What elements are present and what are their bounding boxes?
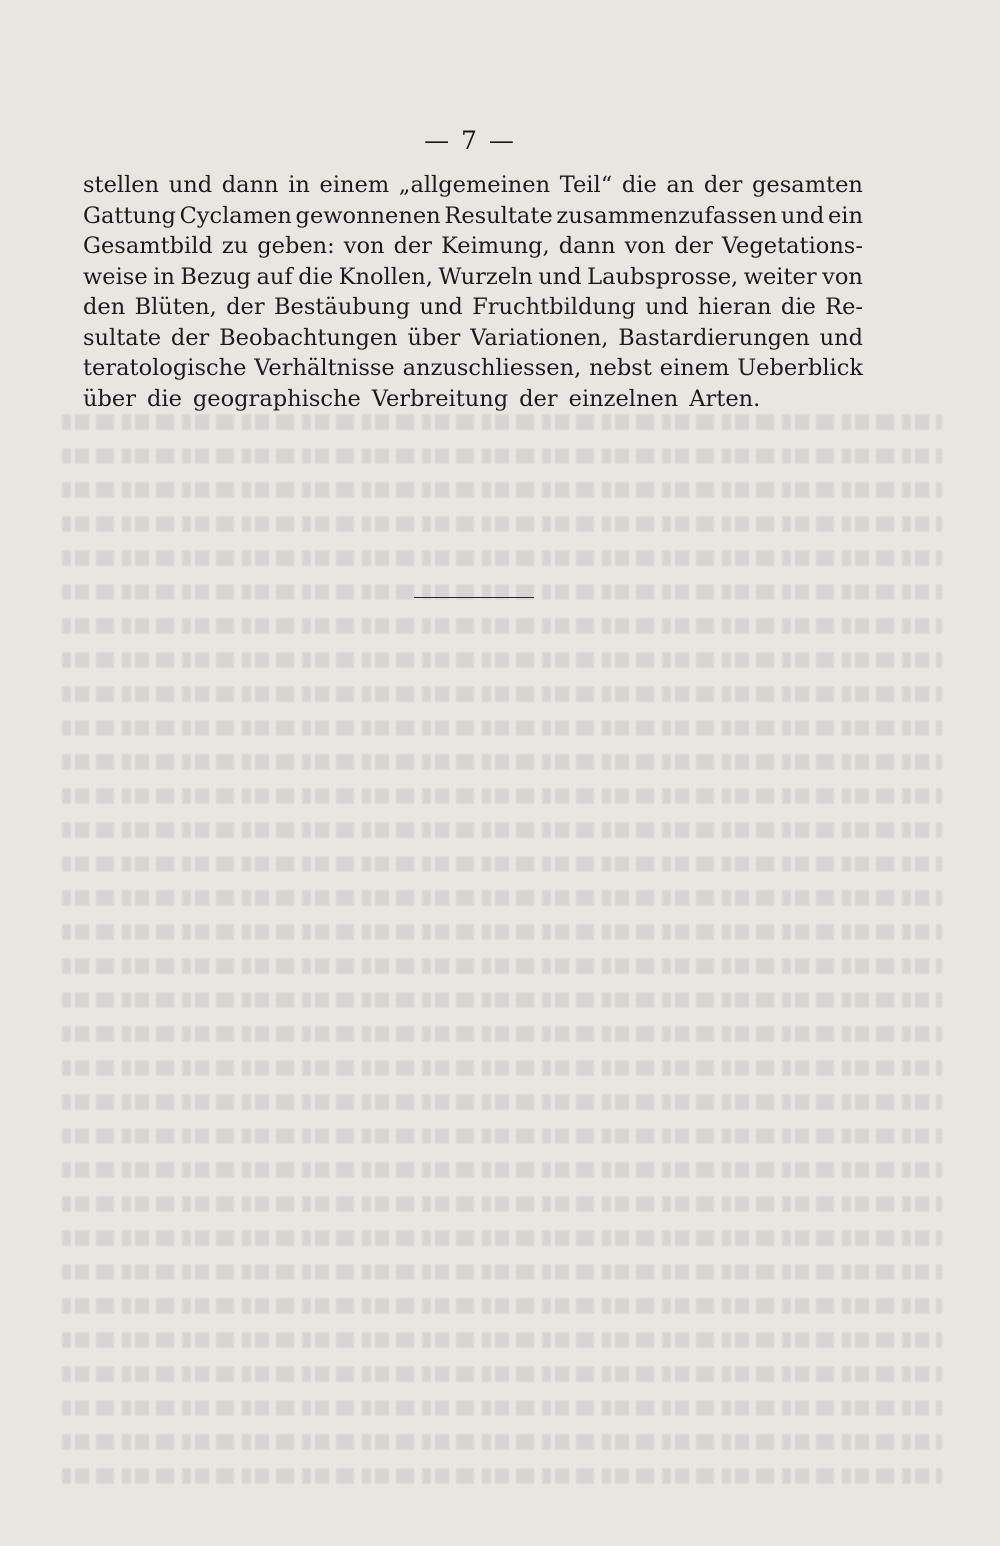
word: Cyclamen (179, 202, 292, 229)
word: an (666, 172, 695, 198)
word: geben: (257, 233, 335, 259)
word: auf (256, 263, 293, 290)
word: gesamten (752, 172, 863, 198)
word: die (146, 385, 182, 412)
word: der (674, 233, 713, 259)
word: zu (221, 233, 249, 259)
word: und (819, 324, 863, 351)
word: und (419, 294, 463, 320)
word: Laubsprosse, (587, 263, 739, 290)
word: nebst (589, 355, 652, 381)
word: in (153, 263, 175, 290)
word: weise (83, 263, 148, 290)
word: dann (558, 233, 616, 259)
word: weiter (743, 263, 817, 290)
word: über (83, 385, 136, 412)
word: Vegetations- (721, 233, 863, 259)
text-line (83, 292, 863, 323)
word: hieran (697, 294, 772, 320)
word: Verhältnisse (254, 355, 395, 381)
word: in (288, 172, 310, 198)
word: Bestäubung (273, 294, 411, 320)
page-number: — 7 — (424, 126, 516, 155)
word: Ueberblick (737, 355, 863, 381)
word: Gattung (83, 202, 176, 229)
word: Resultate (444, 202, 553, 229)
word: anzuschliessen, (402, 355, 582, 381)
bleed-through-texture (62, 405, 942, 1505)
word: geographische (192, 385, 361, 412)
word: stellen (83, 172, 160, 198)
word: Keimung, (441, 233, 550, 259)
body-paragraph (83, 170, 863, 414)
word: gewonnenen (295, 202, 441, 229)
word: Gesamtbild (83, 233, 213, 259)
word: der (170, 324, 210, 351)
word: Arten. (689, 385, 761, 412)
word: die (298, 263, 334, 290)
word: „allgemeinen (398, 172, 551, 198)
section-divider-rule (414, 597, 534, 598)
word: von (343, 233, 385, 259)
word: und (780, 202, 825, 229)
word: und (645, 294, 689, 320)
word: Teil“ (559, 172, 613, 198)
word: Blüten, (134, 294, 217, 320)
word: Bezug (180, 263, 251, 290)
word: einzelnen (568, 385, 679, 412)
text-line (83, 231, 863, 262)
word: den (83, 294, 126, 320)
text-line (83, 201, 863, 232)
word: und (168, 172, 213, 198)
word: Knollen, (338, 263, 433, 290)
word: zusammenzufassen (556, 202, 778, 229)
text-line (83, 323, 863, 354)
word: Bastardierungen (618, 324, 810, 351)
word: die (780, 294, 816, 320)
word: von (624, 233, 666, 259)
word: teratologische (83, 355, 247, 381)
word: über (407, 324, 461, 351)
word: dann (221, 172, 279, 198)
word: Variationen, (470, 324, 609, 351)
word: der (703, 172, 743, 198)
word: Beobachtungen (219, 324, 398, 351)
word: der (393, 233, 433, 259)
word: Fruchtbildung (472, 294, 636, 320)
word: ein (827, 202, 863, 229)
word: Wurzeln (438, 263, 533, 290)
word: der (226, 294, 265, 320)
word: einem (659, 355, 730, 381)
word: der (519, 385, 558, 412)
word: von (822, 263, 863, 290)
word: Verbreitung (371, 385, 509, 412)
word: sultate (83, 324, 162, 351)
text-line (83, 170, 863, 201)
text-line (83, 353, 863, 384)
text-line (83, 262, 863, 293)
text-line (83, 384, 863, 415)
word: einem (319, 172, 390, 198)
word: Re- (825, 294, 863, 320)
word: die (621, 172, 657, 198)
word: und (538, 263, 582, 290)
